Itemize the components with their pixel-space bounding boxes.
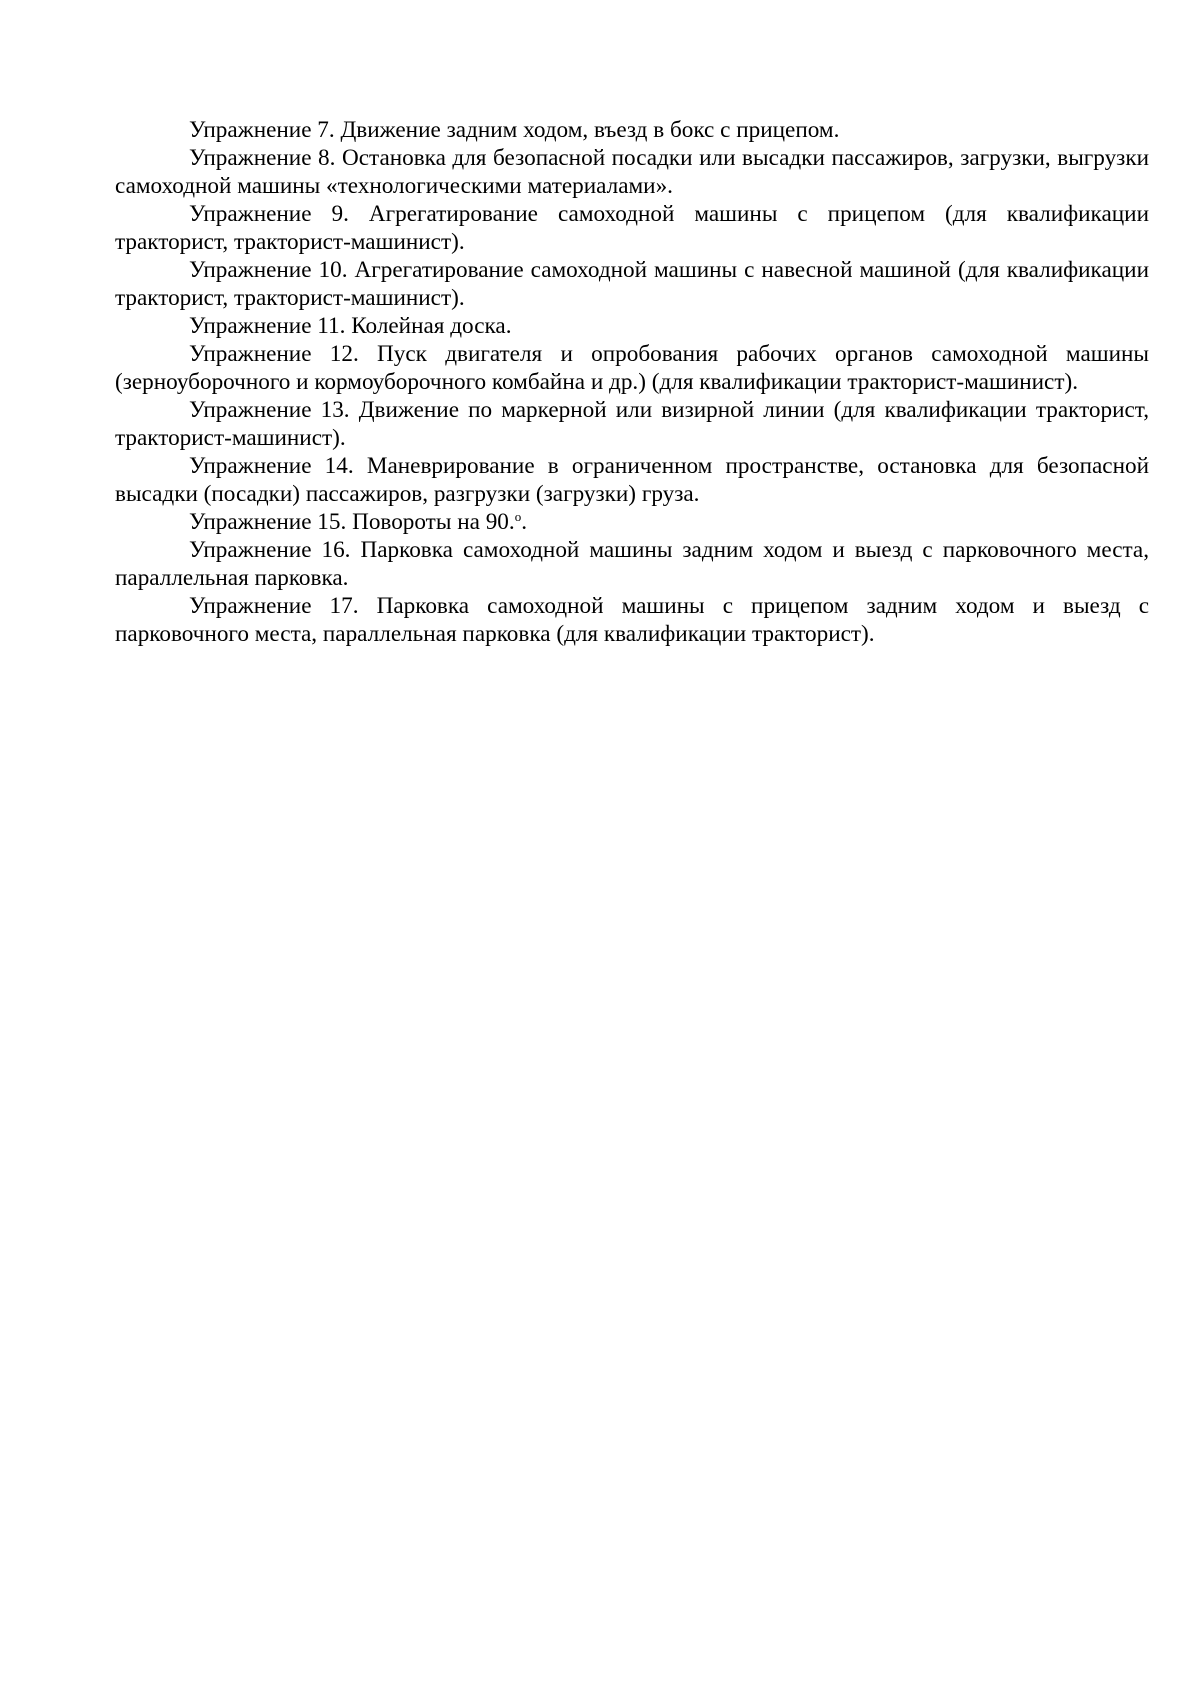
paragraph-exercise-13: Упражнение 13. Движение по маркерной или визирной линии (для квалификации тракторист, тракторист-машинист). <box>115 397 1149 451</box>
paragraph-exercise-11: Упражнение 11. Колейная доска. <box>189 313 512 339</box>
paragraph-exercise-8: Упражнение 8. Остановка для безопасной посадки или высадки пассажиров, загрузки, выгрузки самоходной машины «технологическими материалами». <box>115 145 1149 199</box>
paragraph-exercise-14: Упражнение 14. Маневрирование в ограниченном пространстве, остановка для безопасной высадки (посадки) пассажиров, разгрузки (загрузки) груза. <box>115 453 1149 507</box>
paragraph-exercise-9: Упражнение 9. Агрегатирование самоходной машины с прицепом (для квалификации тракторист, тракторист-машинист). <box>115 201 1149 255</box>
exercise-15-suffix: . <box>521 509 527 535</box>
paragraph-exercise-15 <box>115 508 1149 536</box>
exercise-15-text: Упражнение 15. Повороты на 90. <box>189 509 515 535</box>
document-body <box>115 116 1149 648</box>
degree-superscript: о <box>514 509 522 524</box>
paragraph-exercise-17: Упражнение 17. Парковка самоходной машины с прицепом задним ходом и выезд с парковочного места, параллельная парковка (для квалификации тракторист). <box>115 593 1149 647</box>
paragraph-exercise-12: Упражнение 12. Пуск двигателя и опробования рабочих органов самоходной машины (зерноуборочного и кормоуборочного комбайна и др.) (для квалификации тракторист-машинист). <box>115 341 1149 395</box>
paragraph-exercise-10: Упражнение 10. Агрегатирование самоходной машины с навесной машиной (для квалификации тракторист, тракторист-машинист). <box>115 257 1149 311</box>
paragraph-exercise-16: Упражнение 16. Парковка самоходной машины задним ходом и выезд с парковочного места, параллельная парковка. <box>115 537 1149 591</box>
paragraph-exercise-7: Упражнение 7. Движение задним ходом, въезд в бокс с прицепом. <box>189 117 840 143</box>
